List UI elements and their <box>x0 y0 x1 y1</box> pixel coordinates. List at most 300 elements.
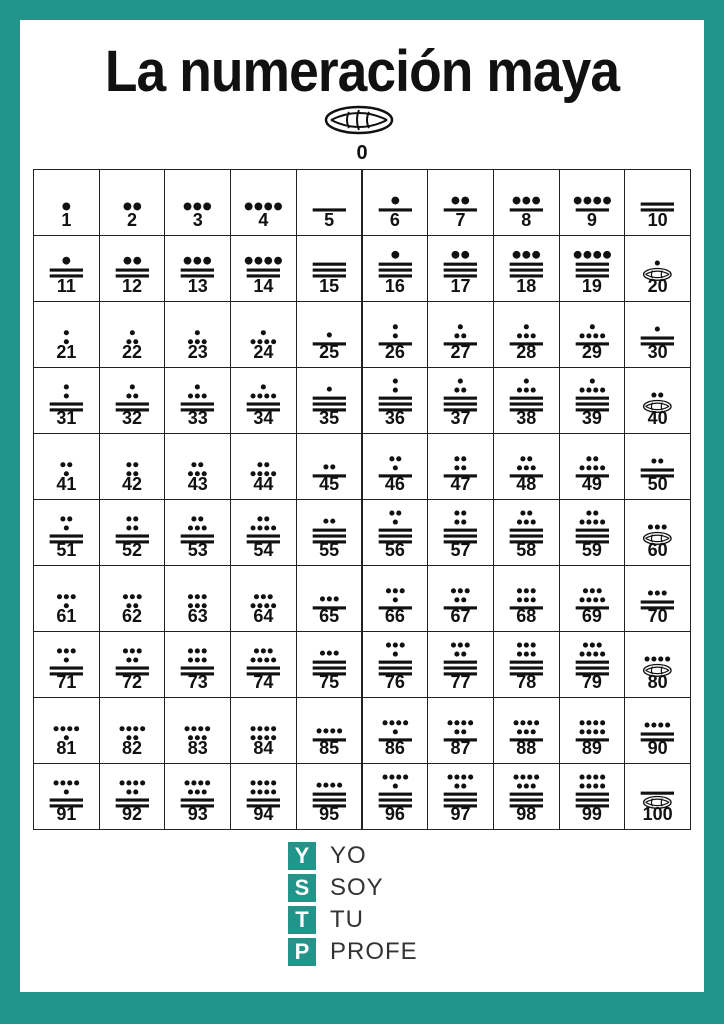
dot <box>337 783 342 788</box>
bar <box>50 666 83 669</box>
bar <box>181 534 214 537</box>
numeral-cell <box>296 367 363 434</box>
dot <box>455 775 460 780</box>
numeral-label: 57 <box>450 540 471 560</box>
dot <box>593 597 598 602</box>
logo-word: SOY <box>330 874 384 901</box>
bar <box>641 600 674 603</box>
numeral-label: 59 <box>581 540 602 560</box>
numeral-label: 100 <box>642 804 673 824</box>
numeral-label: 20 <box>647 276 668 296</box>
dot <box>596 643 601 648</box>
numeral-cell <box>33 169 100 236</box>
bar <box>575 798 608 801</box>
dot <box>517 643 522 648</box>
dot <box>60 780 65 785</box>
numeral-label: 69 <box>581 606 602 626</box>
dot <box>64 594 69 599</box>
dot <box>461 729 466 734</box>
dot <box>330 519 335 524</box>
bar <box>575 661 608 664</box>
numeral-cell <box>33 433 100 500</box>
dot <box>600 775 605 780</box>
dot <box>392 379 397 384</box>
dot <box>579 520 584 525</box>
dot <box>385 643 390 648</box>
dot <box>659 458 664 463</box>
dot <box>645 656 650 661</box>
dot <box>333 596 338 601</box>
dot <box>205 726 210 731</box>
dot <box>452 197 460 205</box>
numeral-label: 84 <box>253 738 274 758</box>
dot <box>520 456 525 461</box>
dot <box>583 251 591 259</box>
dot <box>458 643 463 648</box>
dot <box>126 516 131 521</box>
dot <box>129 648 134 653</box>
dot <box>64 789 69 794</box>
numeral-cell <box>164 697 231 764</box>
dot <box>323 783 328 788</box>
dot <box>583 643 588 648</box>
dot <box>396 775 401 780</box>
numeral-label: 75 <box>319 672 340 692</box>
numeral-label: 46 <box>384 474 405 494</box>
dot <box>452 251 460 259</box>
dot <box>316 728 321 733</box>
dot <box>524 597 529 602</box>
numeral-cell <box>624 499 691 566</box>
numeral-label: 48 <box>516 474 537 494</box>
numeral-label: 85 <box>319 738 340 758</box>
numeral-cell <box>559 697 626 764</box>
dot <box>64 330 69 335</box>
dot <box>579 784 584 789</box>
numeral-cell <box>164 499 231 566</box>
numeral-cell <box>296 763 363 830</box>
dot <box>603 197 611 205</box>
dot <box>586 456 591 461</box>
dot <box>251 726 256 731</box>
dot <box>389 456 394 461</box>
shell-icon <box>323 102 395 138</box>
bar <box>378 666 411 669</box>
dot <box>531 465 536 470</box>
dot <box>389 720 394 725</box>
dot <box>524 388 529 393</box>
logo-letter-box: T <box>288 906 316 934</box>
dot <box>524 643 529 648</box>
dot <box>513 720 518 725</box>
dot <box>593 520 598 525</box>
dot <box>119 726 124 731</box>
dot <box>126 525 131 530</box>
dot <box>133 726 138 731</box>
numeral-cell <box>362 169 429 236</box>
numeral-cell <box>164 367 231 434</box>
numeral-label: 62 <box>122 606 143 626</box>
dot <box>382 775 387 780</box>
dot <box>461 652 466 657</box>
dot <box>600 729 605 734</box>
bar <box>181 666 214 669</box>
dot <box>133 525 138 530</box>
numeral-cell <box>493 301 560 368</box>
numeral-cell <box>624 301 691 368</box>
dot <box>274 257 282 265</box>
dot <box>600 333 605 338</box>
bar <box>641 203 674 206</box>
dot <box>323 464 328 469</box>
bar <box>510 534 543 537</box>
dot <box>524 729 529 734</box>
numeral-label: 28 <box>516 342 537 362</box>
dot <box>396 720 401 725</box>
numeral-label: 68 <box>516 606 537 626</box>
dot <box>532 251 540 259</box>
numeral-label: 26 <box>384 342 405 362</box>
numeral-cell <box>362 235 429 302</box>
bar <box>378 661 411 664</box>
bar <box>115 798 148 801</box>
dot <box>64 657 69 662</box>
dot <box>126 789 131 794</box>
numeral-cell <box>362 631 429 698</box>
dot <box>251 657 256 662</box>
bar <box>50 269 83 272</box>
dot <box>513 251 521 259</box>
numeral-cell <box>296 433 363 500</box>
dot <box>458 324 463 329</box>
numeral-label: 7 <box>455 210 466 230</box>
logo-letter-box: P <box>288 938 316 966</box>
bar <box>444 666 477 669</box>
dot <box>184 257 192 265</box>
dot <box>531 520 536 525</box>
dot <box>579 597 584 602</box>
dot <box>659 722 664 727</box>
dot <box>195 393 200 398</box>
dot <box>451 588 456 593</box>
dot <box>527 456 532 461</box>
bar <box>378 397 411 400</box>
numeral-cell <box>164 565 231 632</box>
dot <box>589 324 594 329</box>
numeral-label: 70 <box>647 606 668 626</box>
bar <box>575 529 608 532</box>
bar <box>312 666 345 669</box>
dot <box>579 775 584 780</box>
numeral-cell <box>230 169 297 236</box>
dot <box>603 251 611 259</box>
dot <box>261 384 266 389</box>
numeral-cell <box>33 763 100 830</box>
dot <box>659 656 664 661</box>
bar <box>575 402 608 405</box>
numeral-label: 67 <box>450 606 471 626</box>
dot <box>254 594 259 599</box>
numeral-cell <box>559 631 626 698</box>
bar <box>247 798 280 801</box>
bar <box>444 269 477 272</box>
dot <box>254 648 259 653</box>
dot <box>57 648 62 653</box>
numeral-label: 43 <box>187 474 208 494</box>
dot <box>596 588 601 593</box>
numeral-cell <box>362 763 429 830</box>
dot <box>64 525 69 530</box>
dot <box>392 324 397 329</box>
numeral-label: 45 <box>319 474 340 494</box>
dot <box>461 465 466 470</box>
numeral-label: 77 <box>450 672 471 692</box>
dot <box>255 257 263 265</box>
numeral-cell <box>230 235 297 302</box>
dot <box>461 784 466 789</box>
numeral-cell <box>164 169 231 236</box>
numeral-cell <box>362 367 429 434</box>
bar <box>378 269 411 272</box>
numeral-cell <box>559 301 626 368</box>
dot <box>123 648 128 653</box>
dot <box>583 197 591 205</box>
numeral-label: 37 <box>450 408 471 428</box>
dot <box>593 333 598 338</box>
numeral-cell <box>296 169 363 236</box>
bar <box>510 666 543 669</box>
numeral-label: 91 <box>56 804 77 824</box>
numeral-label: 40 <box>647 408 668 428</box>
dot <box>389 511 394 516</box>
numeral-cell <box>230 301 297 368</box>
dot <box>534 720 539 725</box>
bar <box>312 793 345 796</box>
bar <box>312 798 345 801</box>
numeral-cell <box>559 433 626 500</box>
dot <box>60 462 65 467</box>
poster <box>20 20 704 992</box>
dot <box>271 393 276 398</box>
dot <box>455 597 460 602</box>
numeral-cell <box>33 631 100 698</box>
numeral-cell <box>33 499 100 566</box>
bar <box>312 263 345 266</box>
numeral-label: 71 <box>56 672 77 692</box>
numeral-cell <box>99 697 166 764</box>
numeral-label: 81 <box>56 738 77 758</box>
dot <box>600 388 605 393</box>
dot <box>655 590 660 595</box>
dot <box>403 775 408 780</box>
numeral-cell <box>230 367 297 434</box>
numeral-label: 14 <box>253 276 274 296</box>
numeral-label: 39 <box>581 408 602 428</box>
dot <box>589 643 594 648</box>
numeral-cell <box>164 631 231 698</box>
dot <box>327 596 332 601</box>
dot <box>392 333 397 338</box>
dot <box>593 456 598 461</box>
numeral-cell <box>427 433 494 500</box>
dot <box>199 516 204 521</box>
numeral-cell <box>559 235 626 302</box>
dot <box>195 525 200 530</box>
numeral-label: 97 <box>450 804 471 824</box>
dot <box>391 251 399 259</box>
bar <box>444 402 477 405</box>
numeral-label: 25 <box>319 342 340 362</box>
dot <box>468 775 473 780</box>
bar <box>312 397 345 400</box>
numeral-cell <box>624 169 691 236</box>
bar <box>575 793 608 796</box>
dot <box>520 511 525 516</box>
dot <box>593 652 598 657</box>
bar <box>575 666 608 669</box>
numeral-cell <box>33 565 100 632</box>
numeral-cell <box>427 301 494 368</box>
dot <box>133 780 138 785</box>
bar <box>378 798 411 801</box>
numeral-cell <box>99 301 166 368</box>
numeral-label: 30 <box>647 342 668 362</box>
dot <box>392 729 397 734</box>
dot <box>524 520 529 525</box>
numeral-label: 24 <box>253 342 274 362</box>
dot <box>586 511 591 516</box>
dot <box>133 657 138 662</box>
dot <box>185 780 190 785</box>
dot <box>204 257 212 265</box>
dot <box>126 393 131 398</box>
dot <box>385 588 390 593</box>
numeral-label: 99 <box>581 804 602 824</box>
dot <box>271 657 276 662</box>
numeral-label: 92 <box>122 804 143 824</box>
numeral-label: 5 <box>324 210 335 230</box>
dot <box>54 780 59 785</box>
bar <box>510 793 543 796</box>
dot <box>251 780 256 785</box>
dot <box>57 594 62 599</box>
numeral-label: 86 <box>384 738 405 758</box>
dot <box>126 780 131 785</box>
numeral-cell <box>362 301 429 368</box>
dot <box>524 784 529 789</box>
numeral-cell <box>427 367 494 434</box>
numeral-label: 47 <box>450 474 471 494</box>
numeral-cell <box>493 499 560 566</box>
dot <box>392 784 397 789</box>
numeral-label: 38 <box>516 408 537 428</box>
dot <box>123 594 128 599</box>
dot <box>652 656 657 661</box>
numeral-cell <box>296 565 363 632</box>
dot <box>593 251 601 259</box>
bar <box>247 666 280 669</box>
dot <box>133 516 138 521</box>
dot <box>195 330 200 335</box>
numeral-cell <box>559 367 626 434</box>
dot <box>593 720 598 725</box>
dot <box>461 720 466 725</box>
numeral-label: 49 <box>581 474 602 494</box>
dot <box>192 726 197 731</box>
dot <box>579 465 584 470</box>
numeral-label: 11 <box>56 276 76 296</box>
dot <box>586 784 591 789</box>
numeral-label: 9 <box>586 210 597 230</box>
dot <box>524 465 529 470</box>
dot <box>517 465 522 470</box>
dot <box>665 656 670 661</box>
dot <box>520 720 525 725</box>
bar <box>641 792 674 795</box>
dot <box>520 775 525 780</box>
dot <box>129 384 134 389</box>
dot <box>662 524 667 529</box>
numeral-cell <box>296 499 363 566</box>
numeral-label: 44 <box>253 474 274 494</box>
bar <box>510 661 543 664</box>
dot <box>126 657 131 662</box>
numeral-cell <box>362 565 429 632</box>
dot <box>251 789 256 794</box>
dot <box>67 726 72 731</box>
dot <box>593 729 598 734</box>
dot <box>462 251 470 259</box>
dot <box>517 588 522 593</box>
dot <box>652 722 657 727</box>
numeral-cell <box>230 631 297 698</box>
dot <box>268 594 273 599</box>
dot <box>251 525 256 530</box>
dot <box>392 388 397 393</box>
dot <box>123 257 131 265</box>
dot <box>333 651 338 656</box>
dot <box>531 784 536 789</box>
numeral-label: 90 <box>647 738 668 758</box>
numeral-cell <box>99 433 166 500</box>
dot <box>600 720 605 725</box>
numeral-label: 22 <box>122 342 143 362</box>
logo-letter-box: S <box>288 874 316 902</box>
numeral-label: 13 <box>187 276 208 296</box>
dot <box>458 379 463 384</box>
dot <box>455 652 460 657</box>
numeral-label: 54 <box>253 540 274 560</box>
dot <box>600 465 605 470</box>
dot <box>64 648 69 653</box>
numeral-label: 82 <box>122 738 143 758</box>
bar <box>378 402 411 405</box>
numeral-cell <box>559 499 626 566</box>
dot <box>188 648 193 653</box>
dot <box>461 520 466 525</box>
dot <box>517 729 522 734</box>
dot <box>54 726 59 731</box>
numeral-label: 63 <box>187 606 208 626</box>
bar <box>50 402 83 405</box>
bar <box>575 534 608 537</box>
dot <box>60 516 65 521</box>
numeral-cell <box>427 235 494 302</box>
dot <box>461 511 466 516</box>
dot <box>579 729 584 734</box>
numeral-label: 58 <box>516 540 537 560</box>
numeral-cell <box>33 235 100 302</box>
